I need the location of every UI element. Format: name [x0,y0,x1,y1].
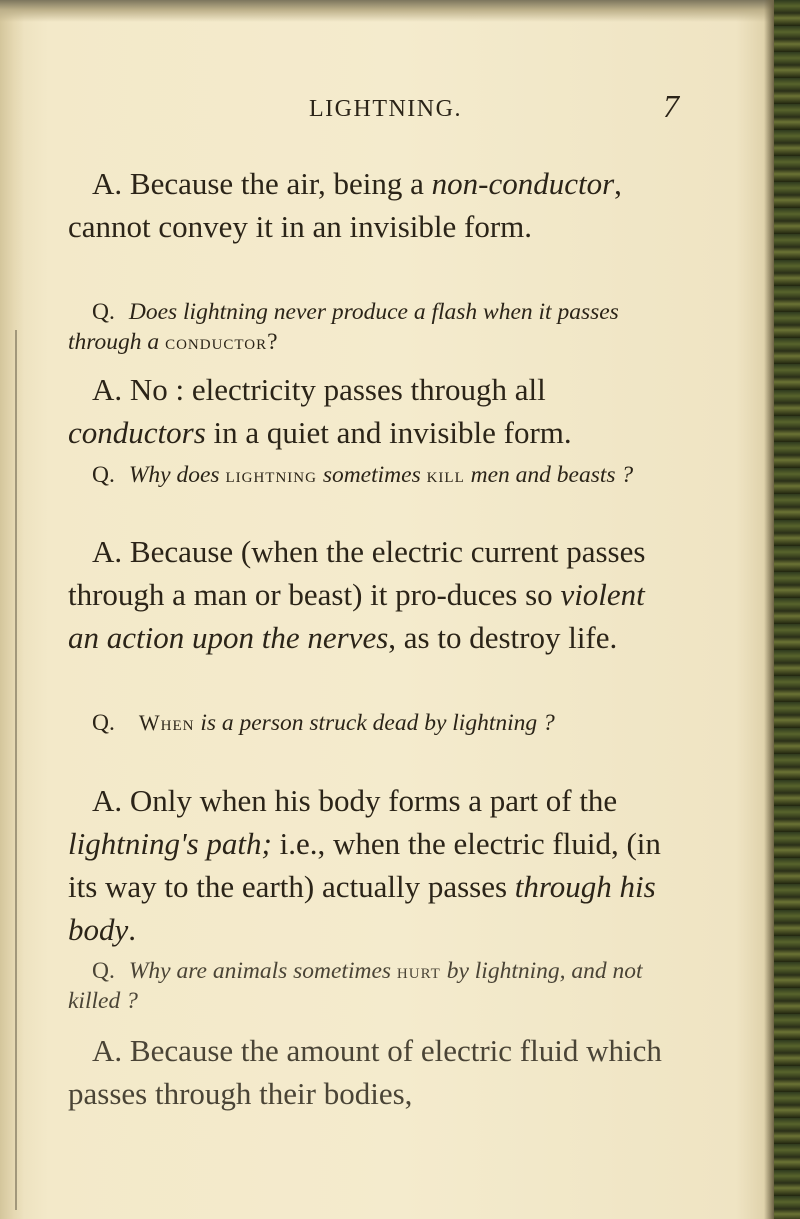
answer-text: Only when his body forms a part of the [122,783,618,818]
answer-paragraph [68,368,683,454]
question-text: is a person struck dead by lightning ? [194,710,555,736]
answer-paragraph [68,530,683,659]
book-binding [774,0,800,1219]
answer-emphasis: conductors [68,415,206,450]
page-left-edge [0,0,24,1219]
question-small-caps: conductor [165,330,268,354]
answer-paragraph [68,779,683,951]
question-block-3 [68,708,683,738]
question-text: by lightning, and not killed ? [68,958,643,1014]
answer-label: A. [92,166,123,201]
question-text: Why are animals sometimes [128,958,397,984]
answer-label: A. [92,534,123,569]
answer-label: A. [92,783,123,818]
question-block-4 [68,956,683,1016]
answer-text: , as to destroy life. [388,620,618,655]
answer-text: Because the amount of electric fluid which passes through their bodies, [68,1033,662,1111]
question-text: Does lightning never produce a flash when it passes through a [68,299,619,355]
question-text: ? [267,329,278,355]
answer-text: . [128,912,137,947]
question-label: Q. [92,462,115,488]
answer-emphasis: through his body [68,869,656,947]
question-text: Why does [128,462,226,488]
question-paragraph [68,297,683,357]
question-text: men and beasts ? [464,462,634,488]
question-text: sometimes [316,462,427,488]
answer-block-2 [68,368,683,454]
answer-block-3 [68,530,683,659]
answer-block-1 [68,162,683,248]
question-block-1 [68,297,683,357]
question-small-caps: lightning [225,463,317,487]
answer-emphasis: non-conductor [431,166,615,201]
question-paragraph [68,460,683,490]
question-small-caps: kill [426,463,465,487]
question-label: Q. [92,958,115,984]
answer-text: No : electricity passes through all [122,372,546,407]
page-margin-line [15,330,17,1210]
answer-paragraph [68,1029,683,1115]
answer-label: A. [92,372,123,407]
answer-block-5 [68,1029,683,1115]
answer-text: , cannot convey it in an invisible form. [68,166,622,244]
answer-text: i.e., when the electric fluid, (in its way to the earth) actually passes [68,826,661,904]
answer-emphasis: violent an action upon the nerves [68,577,645,655]
question-paragraph [68,956,683,1016]
binding-shadow [764,0,774,1219]
running-title: LIGHTNING. [309,96,462,122]
answer-text: in a quiet and invisible form. [205,415,572,450]
question-block-2 [68,460,683,490]
question-label: Q. [92,299,115,325]
question-small-caps: When [138,710,195,735]
page-number: 7 [663,88,679,124]
question-small-caps: hurt [396,959,441,983]
answer-paragraph [68,162,683,248]
answer-block-4 [68,779,683,951]
answer-text: Because (when the electric current passes through a man or beast) it pro-duces so [68,534,646,612]
answer-label: A. [92,1033,123,1068]
question-paragraph [68,708,683,738]
page-top-shadow [0,0,800,22]
answer-text: Because the air, being a [122,166,432,201]
question-label: Q. [92,710,115,736]
answer-emphasis: lightning's path; [68,826,272,861]
